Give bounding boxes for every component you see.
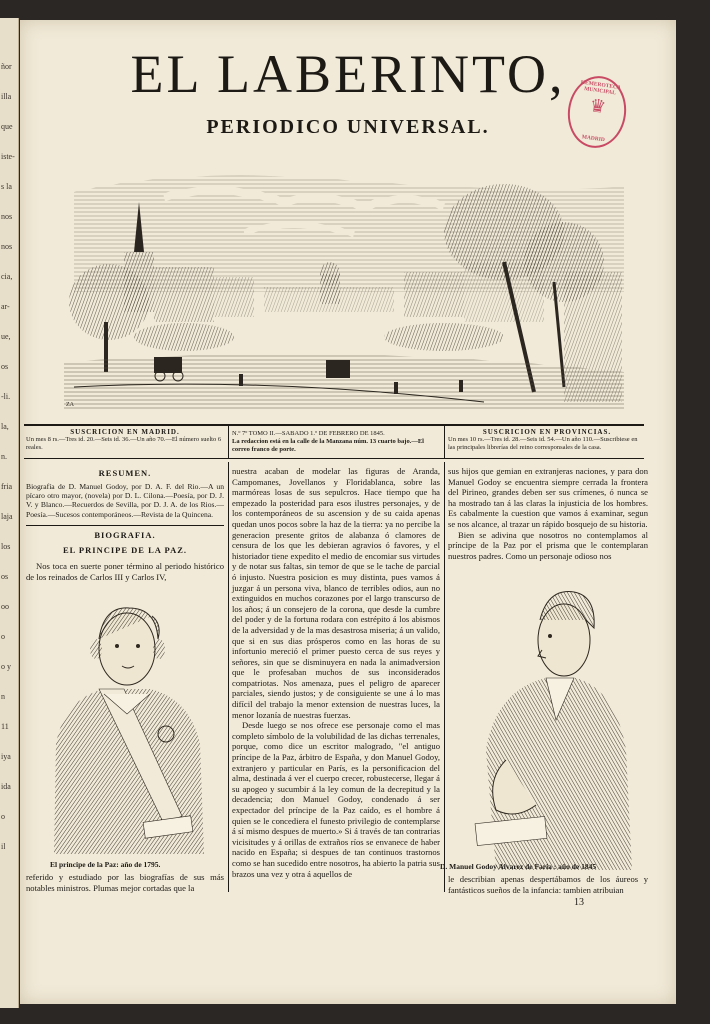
crown-seal-icon: ♛: [588, 95, 608, 118]
previous-page-fragment: n: [1, 692, 5, 701]
previous-page-fragment: laja: [1, 512, 13, 521]
subscription-provinces-text: Un mes 10 rs.—Tres id. 28.—Seis id. 54.—Un año 110.—Suscribiese en las principales librerías del reino corresponsales de la casa.: [448, 436, 638, 451]
previous-page-fragment: ida: [1, 782, 11, 791]
engraver-signature: ZA: [66, 402, 74, 408]
previous-page-fragment: ñor: [1, 62, 12, 71]
resumen-heading: RESUMEN.: [98, 468, 152, 478]
previous-page-fragment: o y: [1, 662, 11, 671]
column-3: [448, 466, 648, 561]
street-scene-engraving: [64, 162, 624, 410]
column-1: [26, 464, 224, 583]
subscription-provinces: [448, 428, 646, 452]
previous-page-fragment: 11: [1, 722, 9, 731]
masthead-subtitle: PERIODICO UNIVERSAL.: [206, 116, 490, 138]
editorial-address: La redaccion está en la calle de la Manzana núm. 13 cuarto bajo.—El correo franco de porte.: [232, 438, 424, 453]
previous-page-edge: [0, 18, 19, 1008]
previous-page-fragment: oo: [1, 602, 9, 611]
page-number: 13: [574, 897, 584, 908]
subscription-madrid-text: Un mes 8 rs.—Tres id. 20.—Seis id. 36.—Un año 70.—El número suelto 6 reales.: [26, 436, 222, 451]
previous-page-fragment: illa: [1, 92, 12, 101]
header-divider-1: [228, 424, 229, 458]
column-3-bottom: le describian apenas despertábamos de los áureos y fantásticos sueños de la infancia: tambien atribuian: [448, 874, 648, 895]
previous-page-fragment: n.: [1, 452, 7, 461]
library-stamp: [563, 72, 630, 151]
header-rule-bottom: [24, 458, 644, 459]
previous-page-fragment: fria: [1, 482, 13, 491]
caption-right: D. Manuel Godoy Alvarez de Faria : año de 1845: [440, 862, 597, 871]
header-rule-top: [24, 424, 644, 426]
biografia-intro: Nos toca en suerte poner término al periodo histórico de los reinados de Carlos III y Carlos IV,: [26, 561, 224, 582]
col2-paragraph-2: Desde luego se nos ofrece ese personaje como el mas completo símbolo de la volubilidad de las dichas terrenales, porque, como dice un escritor malogrado, "el antiguo príncipe de la Paz, árbitro de España, y don Manuel Godoy, extranjero y particular en París, es la personificacion del alma, destinada á ver el cuerpo crecer, robustecerse, llegar á su apogeo y sucumbir á la ley comun de la decrepitud y la decadencia; don Manuel Godoy, condenado á ser expectador del príncipe de la Paz caído, es el hombre á quien se le concediera el funesto privilegio de contemplarse á sí mismo despues de muerto.» Si á través de tan contrarias vicisitudes y á orillas de extraños ríos se envanece de haber nacido en España; si despues de tan continuos trastornos como se han sucedido entre nosotros, ha abierto la patria sus brazos una vez y otra á aquellos de: [232, 720, 440, 879]
previous-page-fragment: o: [1, 812, 5, 821]
subscription-provinces-heading: SUSCRICION EN PROVINCIAS.: [482, 428, 612, 436]
previous-page-fragment: iya: [1, 752, 11, 761]
section-rule: [26, 525, 224, 526]
previous-page-fragment: il: [1, 842, 6, 851]
resumen-text: Biografía de D. Manuel Godoy, por D. A. F. del Rio.—A un pícaro otro mayor, (novela) por D. L. Cilona.—Poesía, por D. J. V. y Blanco.—Recuerdos de Sevilla, por D. J. A. de los Rios.—Poesía.—Sucesos contemporáneos.—Revista de la Quincena.: [26, 481, 224, 519]
previous-page-fragment: nos: [1, 212, 13, 221]
previous-page-fragment: s la: [1, 182, 12, 191]
newspaper-page: [20, 20, 676, 1004]
previous-page-fragment: los: [1, 542, 11, 551]
subscription-madrid: [26, 428, 224, 452]
column-rule-1: [228, 462, 229, 892]
previous-page-fragment: cia,: [1, 272, 13, 281]
col3-paragraph-2: Bien se adivina que nosotros no contemplamos al príncipe de la Paz por el prisma que le contemplaran nuestros padres. Como un personaje odioso nos: [448, 529, 648, 561]
col2-paragraph-1: nuestra acaban de modelar las figuras de Aranda, Campomanes, Jovellanos y Floridablanca, sobre las marmóreas losas de sus sepulcros. Hace tiempo que ha empezado la posteridad para esos ilustres personajes, y de los contemporáneos de su ascension y de su caida apenas quedan unos pocos sobre la haz de la tierra: ya no percibe la generacion presente gritos de alabanza ó clamores de censura de los que les debieran agravios ó favores, y el historiador tiene expedito el medio de encomiar sus virtudes y de notar sus faltas, sin temor de que se le tache de parcial ó injusto. Nuestra posicion es muy distinta, pues vamos á juzgar á un persona viva, blanco de terribles odios, aun no extinguidos en muchos corazones por el largo transcurso de los años; á un consejero de la corona, que desde la cumbre del poder y de la fortuna rodara con estrépito á los abismos de la adversidad y de la mas desastrosa miseria; á un valido, que si en sus dias prósperos como en las horas de su infortunio mereció el primer puesto cerca de sus reyes y señores, sin que se disminuyera en nada la animadversion que le profesaban muchos de sus inconsiderados compatriotas. Nos amenaza, pues el peligro de aparecer parciales, siendo justos; y de consiguiente se une á lo mas difícil del trabajo la menor extension de nuestras luces, la menor lozanía de nuestras fuerzas.: [232, 466, 440, 720]
previous-page-fragment: la,: [1, 422, 9, 431]
column-1-bottom: referido y estudiado por las biografías de sus más notables ministros. Plumas mejor cortadas que la: [26, 872, 224, 893]
masthead-title: EL LABERINTO,: [130, 44, 566, 104]
issue-number-date: N.º 7º TOMO II.—SABADO 1.º DE FEBRERO DE 1845.: [232, 430, 385, 437]
previous-page-fragment: ue,: [1, 332, 11, 341]
stamp-text-top: HEMEROTECA MUNICIPAL: [580, 79, 622, 97]
previous-page-fragment: o: [1, 632, 5, 641]
col3-paragraph-1: sus hijos que gemian en extranjeras naciones, y para don Manuel Godoy se encuentra siempre cerrada la frontera del Pirineo, grandes deben ser sus crímenes, ó nunca se ha mostrado tan á las claras la injusticia de los hombres. Es cabalmente la cuestion que vamos á examinar, segun se nos alcance, al trazar un rápido bosquejo de su historia.: [448, 466, 648, 529]
previous-page-fragment: que: [1, 122, 13, 131]
previous-page-fragment: os: [1, 362, 9, 371]
caption-left: El principe de la Paz: año de 1795.: [50, 860, 161, 869]
subscription-madrid-heading: SUSCRICION EN MADRID.: [70, 428, 180, 436]
portrait-godoy-1795: [44, 594, 210, 854]
header-divider-2: [444, 424, 445, 458]
previous-page-fragment: -li.: [1, 392, 11, 401]
previous-page-fragment: ar-: [1, 302, 10, 311]
issue-info: [232, 430, 440, 454]
previous-page-fragment: iste-: [1, 152, 15, 161]
biografia-title: EL PRINCIPE DE LA PAZ.: [62, 544, 188, 555]
previous-page-fragment: os: [1, 572, 9, 581]
column-rule-2: [444, 462, 445, 892]
portrait-godoy-1845: [456, 580, 642, 870]
previous-page-fragment: nos: [1, 242, 13, 251]
stamp-text-bottom: MADRID: [581, 134, 606, 144]
biografia-heading: BIOGRAFIA.: [94, 530, 156, 541]
column-2: [232, 466, 440, 879]
